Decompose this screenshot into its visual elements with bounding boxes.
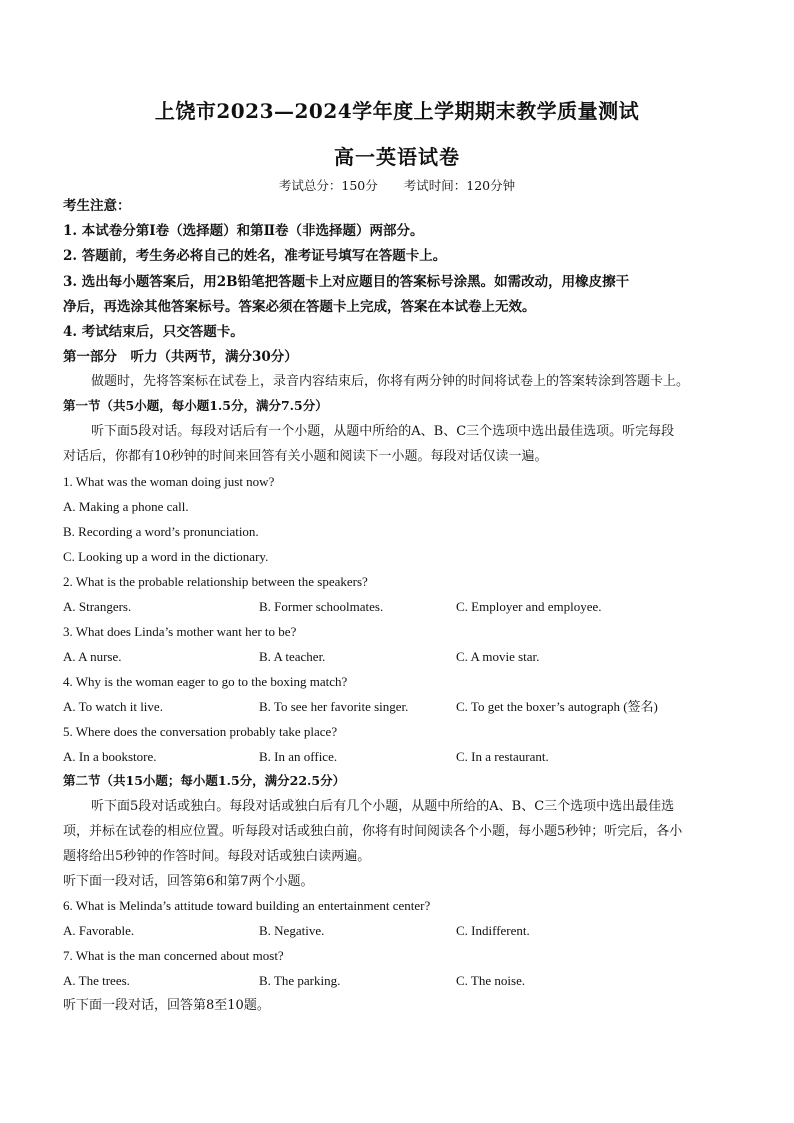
question-5: 5. Where does the conversation probably take place? (63, 724, 338, 739)
q1-option-c: C. Looking up a word in the dictionary. (63, 549, 269, 564)
question-3: 3. What does Linda’s mother want her to be? (63, 624, 297, 639)
section2-heading: 第二节（共15小题；每小题1.5分，满分22.5分） (63, 773, 346, 788)
notice-item: 2. 答题前，考生务必将自己的姓名，准考证号填写在答题卡上。 (63, 248, 447, 264)
q7-option-a: A. The trees. (63, 973, 130, 988)
q7-option-c: C. The noise. (456, 973, 526, 988)
q6-option-b: B. Negative. (259, 923, 325, 938)
q4-option-a: A. To watch it live. (63, 699, 163, 714)
notice-item: 净后，再选涂其他答案标号。答案必须在答题卡上完成，答案在本试卷上无效。 (63, 299, 536, 315)
q5-option-b: B. In an office. (259, 749, 338, 764)
section1-instruction: 对话后，你都有10秒钟的时间来回答有关小题和阅读下一小题。每段对话仅读一遍。 (63, 449, 548, 464)
q6-option-c: C. Indifferent. (456, 923, 530, 938)
dialog-instruction: 听下面一段对话，回答第8至10题。 (63, 998, 270, 1013)
notice-item: 1. 本试卷分第Ⅰ卷（选择题）和第Ⅱ卷（非选择题）两部分。 (63, 223, 424, 239)
total-score: 考试总分：150分 (278, 178, 378, 193)
q6-option-a: A. Favorable. (63, 923, 135, 938)
exam-title: 上饶市2023—2024学年度上学期期末教学质量测试 (154, 99, 640, 123)
q4-option-b: B. To see her favorite singer. (259, 699, 409, 714)
q5-option-c: C. In a restaurant. (456, 749, 549, 764)
part1-heading: 第一部分 听力（共两节，满分30分） (63, 349, 298, 365)
notice-item: 3. 选出每小题答案后，用2B铅笔把答题卡上对应题目的答案标号涂黑。如需改动，用橡皮擦干 (63, 274, 630, 290)
notice-item: 4. 考试结束后，只交答题卡。 (63, 324, 244, 340)
part1-intro: 做题时，先将答案标在试卷上，录音内容结束后，你将有两分钟的时间将试卷上的答案转涂到答题卡上。 (91, 374, 690, 389)
exam-meta (0, 176, 794, 194)
section2-instruction: 听下面5段对话或独白。每段对话或独白后有几个小题，从题中所给的A、B、C三个选项中选出最佳选 (91, 799, 675, 814)
q1-option-a: A. Making a phone call. (63, 499, 189, 514)
section1-instruction: 听下面5段对话。每段对话后有一个小题，从题中所给的A、B、C三个选项中选出最佳选项。听完每段 (91, 424, 675, 439)
notice-heading: 考生注意： (63, 198, 131, 214)
q3-option-a: A. A nurse. (63, 649, 122, 664)
exam-subtitle: 高一英语试卷 (334, 145, 460, 169)
q3-option-c: C. A movie star. (456, 649, 540, 664)
q3-option-b: B. A teacher. (259, 649, 326, 664)
dialog-instruction: 听下面一段对话，回答第6和第7两个小题。 (63, 874, 314, 889)
q4-option-c: C. To get the boxer’s autograph (签名) (456, 699, 658, 714)
section2-instruction: 题将给出5秒钟的作答时间。每段对话或独白读两遍。 (63, 849, 371, 864)
q7-option-b: B. The parking. (259, 973, 341, 988)
question-7: 7. What is the man concerned about most? (63, 948, 284, 963)
question-1: 1. What was the woman doing just now? (63, 474, 275, 489)
section2-instruction: 项，并标在试卷的相应位置。听每段对话或独白前，你将有时间阅读各个小题，每小题5秒钟；听完后，各小 (63, 824, 683, 839)
q2-option-c: C. Employer and employee. (456, 599, 602, 614)
exam-time: 考试时间：120分钟 (403, 178, 516, 193)
q1-option-b: B. Recording a word’s pronunciation. (63, 524, 259, 539)
question-4: 4. Why is the woman eager to go to the boxing match? (63, 674, 348, 689)
q5-option-a: A. In a bookstore. (63, 749, 157, 764)
section1-heading: 第一节（共5小题，每小题1.5分，满分7.5分） (63, 398, 328, 413)
question-2: 2. What is the probable relationship between the speakers? (63, 574, 368, 589)
q2-option-b: B. Former schoolmates. (259, 599, 384, 614)
question-6: 6. What is Melinda’s attitude toward building an entertainment center? (63, 898, 431, 913)
q2-option-a: A. Strangers. (63, 599, 132, 614)
